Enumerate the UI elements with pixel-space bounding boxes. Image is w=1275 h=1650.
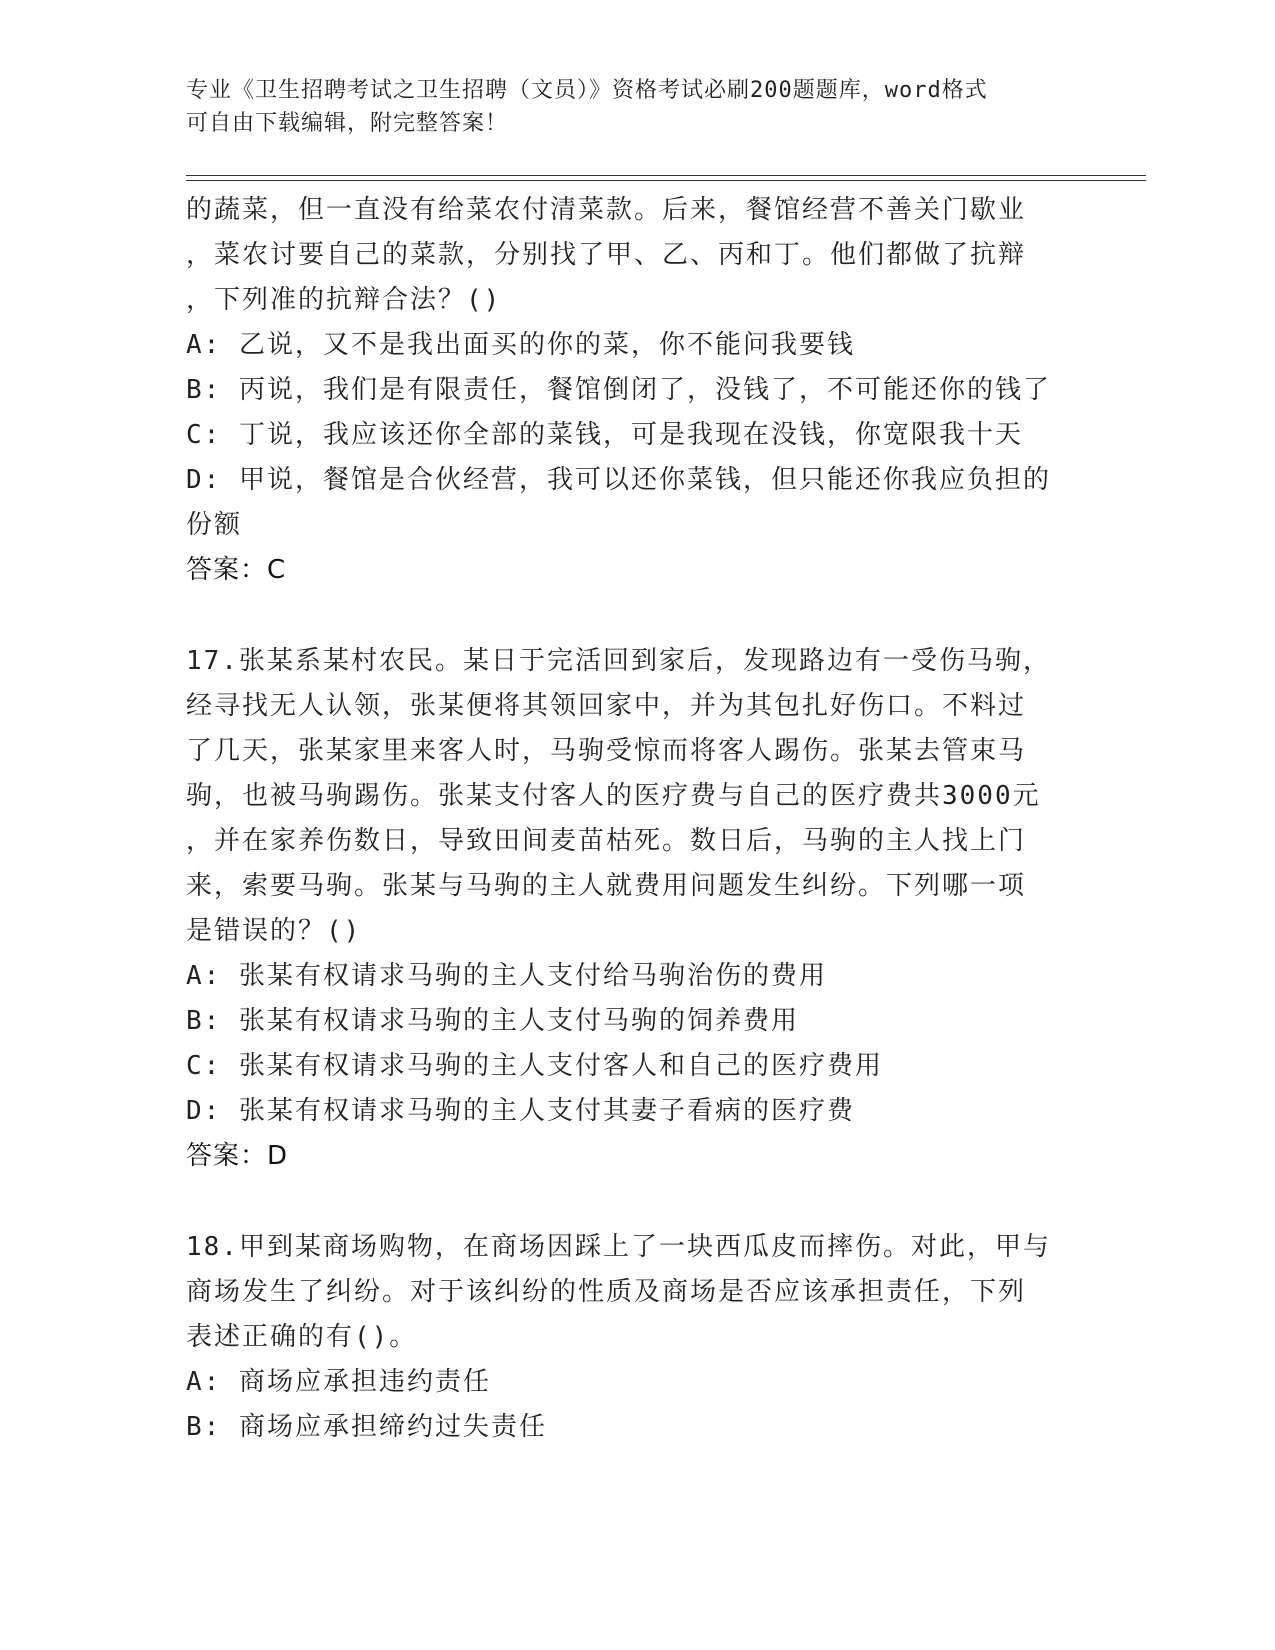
question-text-line: 来，索要马驹。张某与马驹的主人就费用问题发生纠纷。下列哪一项 [186, 871, 1027, 901]
question-text-line: 是错误的？() [186, 916, 362, 946]
option-c: C: 丁说，我应该还你全部的菜钱，可是我现在没钱，你宽限我十天 [186, 420, 1023, 450]
question-text-line: 了几天，张某家里来客人时，马驹受惊而将客人踢伤。张某去管束马 [186, 736, 1027, 766]
question-text-line: 经寻找无人认领，张某便将其领回家中，并为其包扎好伤口。不料过 [186, 691, 1027, 721]
option-b: B: 张某有权请求马驹的主人支付马驹的饲养费用 [186, 1006, 799, 1036]
header-title-line-1: 专业《卫生招聘考试之卫生招聘（文员）》资格考试必刷200题题库，word格式 [186, 78, 988, 103]
question-text-line: 表述正确的有()。 [186, 1322, 418, 1352]
question-17 [186, 639, 1086, 1179]
option-d: D: 甲说，餐馆是合伙经营，我可以还你菜钱，但只能还你我应负担的 [186, 465, 1051, 495]
option-a: A: 乙说，又不是我出面买的你的菜，你不能问我要钱 [186, 330, 855, 360]
question-text-line: 驹，也被马驹踢伤。张某支付客人的医疗费与自己的医疗费共3000元 [186, 781, 1041, 811]
question-16 [186, 188, 1086, 593]
question-text-line: ，菜农讨要自己的菜款，分别找了甲、乙、丙和丁。他们都做了抗辩 [186, 240, 1027, 270]
option-a: A: 商场应承担违约责任 [186, 1367, 491, 1397]
option-d: D: 张某有权请求马驹的主人支付其妻子看病的医疗费 [186, 1096, 855, 1126]
question-text-line: ，下列准的抗辩合法？() [186, 285, 502, 315]
option-c: C: 张某有权请求马驹的主人支付客人和自己的医疗费用 [186, 1051, 883, 1081]
question-text-line: ，并在家养伤数日，导致田间麦苗枯死。数日后，马驹的主人找上门 [186, 826, 1027, 856]
question-text-line: 18.甲到某商场购物，在商场因踩上了一块西瓜皮而摔伤。对此，甲与 [186, 1232, 1051, 1262]
header-title-line-2: 可自由下载编辑，附完整答案！ [186, 111, 509, 136]
question-text-line: 17.张某系某村农民。某日于完活回到家后，发现路边有一受伤马驹， [186, 646, 1051, 676]
question-text-line: 商场发生了纠纷。对于该纠纷的性质及商场是否应该承担责任，下列 [186, 1277, 1027, 1307]
spacer [186, 593, 1086, 639]
question-18 [186, 1225, 1086, 1450]
spacer [186, 1179, 1086, 1225]
page-content [186, 188, 1086, 1450]
header-divider [186, 175, 1146, 181]
option-b: B: 商场应承担缔约过失责任 [186, 1412, 547, 1442]
page-header [186, 74, 1066, 140]
answer-label: 答案：D [186, 1141, 289, 1171]
answer-label: 答案：C [186, 555, 287, 585]
question-text-line: 的蔬菜，但一直没有给菜农付清菜款。后来，餐馆经营不善关门歇业 [186, 195, 1027, 225]
option-a: A: 张某有权请求马驹的主人支付给马驹治伤的费用 [186, 961, 827, 991]
option-b: B: 丙说，我们是有限责任，餐馆倒闭了，没钱了，不可能还你的钱了 [186, 375, 1051, 405]
option-d-continued: 份额 [186, 510, 243, 540]
